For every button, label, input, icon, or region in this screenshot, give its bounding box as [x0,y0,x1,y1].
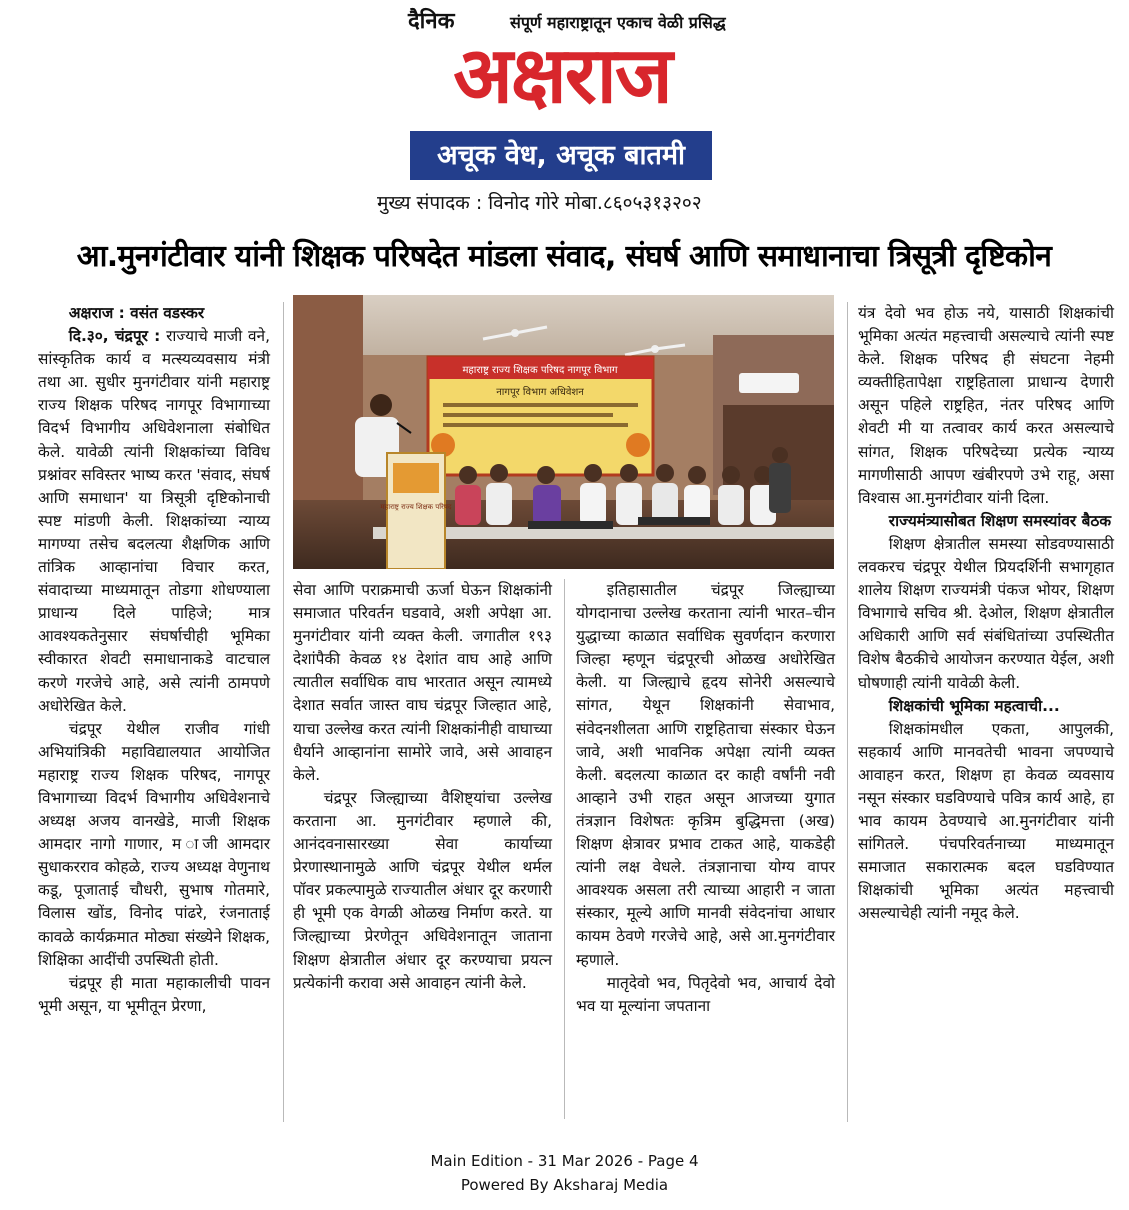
column-divider [564,579,565,1119]
article-paragraph [38,325,270,718]
newspaper-logo: अक्षराज [453,31,671,121]
subheading: शिक्षकांची भूमिका महत्वाची... [888,696,1060,715]
event-photo [293,295,834,569]
banner-title: महाराष्ट्र राज्य शिक्षक परिषद नागपूर विभाग [462,365,618,376]
article-byline: अक्षराज : वसंत वडस्कर [68,304,205,322]
masthead [0,0,1129,222]
banner-subtitle: नागपूर विभाग अधिवेशन [496,387,584,398]
article-column-3 [576,579,835,1018]
article-paragraph: मातृदेवो भव, पितृदेवो भव, आचार्य देवो भव या मूल्यांना जपताना [576,973,835,1015]
subheading: राज्यमंत्र्यासोबत शिक्षण समस्यांवर बैठक [888,511,1112,530]
masthead-tagline: संपूर्ण महाराष्ट्रातून एकाच वेळी प्रसिद्ध [510,13,726,32]
masthead-motto: अचूक वेध, अचूक बातमी [410,131,712,180]
powered-by: Powered By Aksharaj Media [460,1176,669,1194]
column-divider [283,302,284,1122]
article-paragraph: चंद्रपूर येथील राजीव गांधी अभियांत्रिकी महाविद्यालयात आयोजित महाराष्ट्र राज्य शिक्षक परिषद, नागपूर विभागाच्या विदर्भ विभागीय अधिवेशनाचे अध्यक्ष अजय वानखेडे, माजी शिक्षक आमदार नागो गाणार, म ाजी आमदार सुधाकरराव कोहळे, राज्य अध्यक्ष वेणुनाथ कडू, पूजाताई चौधरी, सुभाष गोतमारे, विलास खोंड, विनोद पांढरे, रंजनाताई कावळे कार्यक्रमात मोठ्या संख्येने शिक्षक, शिक्षिका आदींची उपस्थिती होती. [38,719,270,969]
article-paragraph: इतिहासातील चंद्रपूर जिल्ह्याच्या योगदानाचा उल्लेख करताना त्यांनी भारत–चीन युद्धाच्या काळात सर्वाधिक सुवर्णदान करणारा जिल्हा म्हणून चंद्रपूरची ओळख अधोरेखित केली. या जिल्ह्याचे हृदय सोनेरी असल्याचे सांगत, येथून शिक्षकांनी सेवाभाव, संवेदनशीलता आणि राष्ट्रहिताचा संस्कार घेऊन जावे, अशी भावनिक अपेक्षा त्यांनी व्यक्त केली. बदलत्या काळात दर काही वर्षांनी नवी आव्हाने उभी राहत असून आजच्या युगात तंत्रज्ञान विशेषतः कृत्रिम बुद्धिमत्ता (अख) शिक्षण क्षेत्रावर प्रभाव टाकत आहे, याकडेही त्यांनी लक्ष वेधले. तंत्रज्ञानाचा योग्य वापर आवश्यक असला तरी त्याच्या आहारी न जाता संस्कार, मूल्ये आणि मानवी संवेदनांचा आधार कायम ठेवणे गरजेचे आहे, असे आ.मुनगंटीवार म्हणाले. [576,581,835,969]
air-conditioner [739,373,799,393]
event-photo-illustration [293,295,834,569]
column-divider [847,302,848,1122]
podium-text: महाराष्ट्र राज्य शिक्षक परिषद [380,503,452,511]
article-paragraph: सेवा आणि पराक्रमाची ऊर्जा घेऊन शिक्षकांनी समाजात परिवर्तन घडवावे, अशी अपेक्षा आ. मुनगंटीवार यांनी व्यक्त केली. जगातील १९३ देशांपैकी केवळ १४ देशांत वाघ आहे आणि त्यातील सर्वाधिक वाघ भारतात असून त्यामध्ये देशात सर्वात जास्त वाघ चंद्रपूर जिल्हात आहे, याचा उल्लेख करत त्यांनी शिक्षकांनीही वाघाच्या धैर्याने आव्हानांना सामोरे जावे, असे आवाहन केले. [293,581,552,784]
article-column-1 [38,302,270,1018]
article-paragraph: चंद्रपूर जिल्ह्याच्या वैशिष्ट्यांचा उल्लेख करताना आ. मुनगंटीवार म्हणाले की, आनंदवनासारख्या सेवा कार्याच्या प्रेरणास्थानामुळे आणि चंद्रपूर येथील थर्मल पॉवर प्रकल्पामुळे राज्यातील अंधार दूर करणारी ही भूमी एक वेगळी ओळख निर्माण करते. या जिल्ह्याच्या प्रेरणेतून अधिवेशनातून जाताना शिक्षण क्षेत्रातील अंधार दूर करण्याचा प्रयत्न प्रत्येकांनी करावा असे आवाहन त्यांनी केले. [293,788,552,992]
article-headline: आ.मुनगंटीवार यांनी शिक्षक परिषदेत मांडला संवाद, संघर्ष आणि समाधानाचा त्रिसूत्री दृष्टिकोन [76,239,1052,274]
chief-editor-line: मुख्य संपादक : विनोद गोरे मोबा.८६०५३१३२०२ [377,192,702,214]
article-dateline: दि.३०, चंद्रपूर : [68,327,161,346]
edition-info: Main Edition - 31 Mar 2026 - Page 4 [430,1152,699,1170]
article-column-4 [858,302,1114,926]
article-paragraph: शिक्षकांमधील एकता, आपुलकी, सहकार्य आणि मानवतेची भावना जपण्याचे आवाहन करत, शिक्षण हा केवळ व्यवसाय नसून संस्कार घडविण्याचे पवित्र कार्य आहे, हा भाव कायम ठेवण्याचे आ.मुनगंटीवार यांनी सांगितले. पंचपरिवर्तनाच्या माध्यमातून समाजात सकारात्मक बदल घडविण्यात शिक्षकांची भूमिका अत्यंत महत्त्वाची असल्याचेही त्यांनी नमूद केले. [858,719,1114,923]
article-paragraph: शिक्षण क्षेत्रातील समस्या सोडवण्यासाठी लवकरच चंद्रपूर येथील प्रियदर्शिनी सभागृहात शालेय शिक्षण राज्यमंत्री पंकज भोयर, शिक्षण विभागाचे सचिव श्री. देओल, शिक्षण क्षेत्रातील अधिकारी आणि सर्व संबंधितांच्या उपस्थितीत विशेष बैठकीचे आयोजन करण्यात येईल, अशी घोषणाही त्यांनी यावेळी केली. [858,534,1114,692]
paragraph-text: राज्याचे माजी वने, सांस्कृतिक कार्य व मत्स्यव्यवसाय मंत्री तथा आ. सुधीर मुनगंटीवार यांनी महाराष्ट्र राज्य शिक्षक परिषद नागपूर विभागाच्या विदर्भ विभागीय अधिवेशनाला संबोधित केले. यावेळी त्यांनी शिक्षकांच्या विविध प्रश्नांवर सविस्तर भाष्य करत 'संवाद, संघर्ष आणि समाधान' या त्रिसूत्री दृष्टिकोनाची स्पष्ट मांडणी केली. शिक्षकांच्या न्याय्य मागण्या तसेच बदलत्या शैक्षणिक आणि तांत्रिक आव्हानांचा विचार करत, संवादाच्या माध्यमातून तोडगा शोधण्याला प्राधान्य दिले पाहिजे; मात्र आवश्यकतेनुसार संघर्षाचीही भूमिका स्वीकारत शेवटी समाधानाकडे वाटचाल करणे गरजेचे आहे, असे त्यांनी ठामपणे अधोरेखित केले. [38,327,270,715]
article-column-2 [293,579,552,995]
article-paragraph: चंद्रपूर ही माता महाकालीची पावन भूमी असून, या भूमीतून प्रेरणा, [38,973,270,1015]
article-paragraph: यंत्र देवो भव होऊ नये, यासाठी शिक्षकांची भूमिका अत्यंत महत्त्वाची असल्याचे त्यांनी स्पष्ट केले. शिक्षक परिषद ही संघटना नेहमी व्यक्तीहितापेक्षा राष्ट्रहिताला प्राधान्य देणारी असून पहिले राष्ट्रहित, नंतर परिषद आणि शेवटी मी या तत्वावर कार्य करत असल्याचे सांगत, शिक्षक परिषदेच्या प्रत्येक न्याय्य मागणीसाठी आपण खंबीरपणे उभे राहू, असा विश्वास आ.मुनगंटीवार यांनी दिला. [858,304,1114,507]
masthead-dainik: दैनिक [408,9,455,34]
